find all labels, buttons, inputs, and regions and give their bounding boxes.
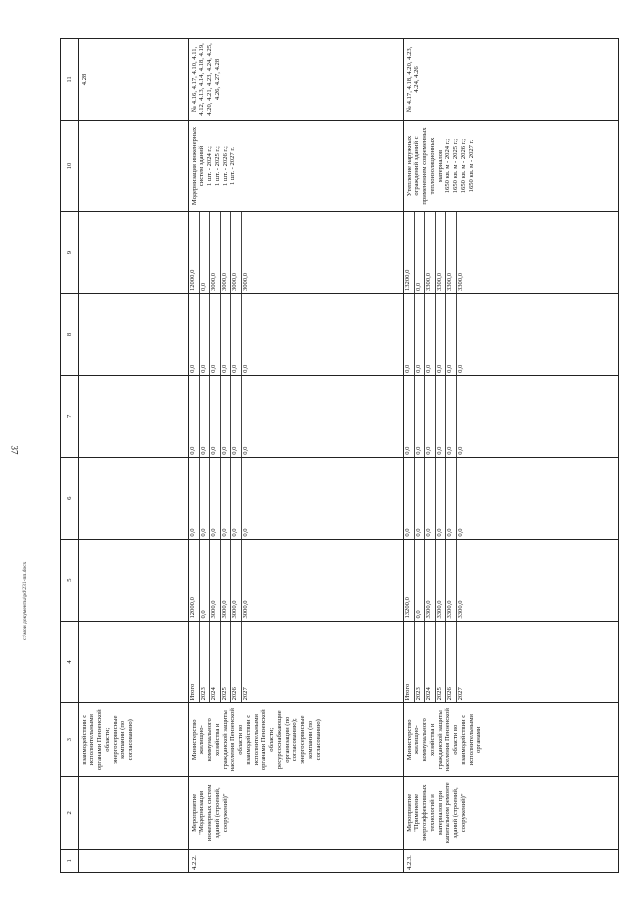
col-header-3: 3	[61, 703, 79, 777]
funding-extra: 13200,0 0,0 3300,0 3300,0 3300,0 3300,0	[404, 212, 619, 294]
col-header-6: 6	[61, 457, 79, 539]
expected-result: Модернизация инженерных систем зданий 1 шт. - 2024 г.; 1 шт. - 2025 г.; 1 шт. - 2026 г.; 1 шт. - 2027 г.	[189, 120, 404, 211]
table-row-4-2-3	[404, 39, 619, 873]
measure-name: Мероприятие "Модернизация инженерных систем зданий (строений, сооружений)"	[189, 777, 404, 850]
col-header-11: 11	[61, 39, 79, 121]
col-header-4: 4	[61, 621, 79, 703]
row-number: 4.2.2.	[189, 849, 404, 872]
funding-extra: 12000,0 0,0 3000,0 3000,0 3000,0 3000,0	[189, 212, 404, 294]
funding-local: 0,0 0,0 0,0 0,0 0,0 0,0	[404, 294, 619, 376]
measure-name: Мероприятие "Применение энергоэффективных технологий и материалов при капитальном ремонте зданий (строений, сооружений)"	[404, 777, 619, 850]
funding-total: 13200,0 0,0 3300,0 3300,0 3300,0 3300,0	[404, 539, 619, 621]
executor: Министерство жилищно-коммунального хозяйства и гражданской защиты населения Пензенской области во взаимодействии с исполнительными органами Пензенской области; ресурсоснабжающие организации (по согласованию); энергосервисные компании (по согласованию)	[189, 703, 404, 777]
expected-result: Утепление наружных ограждений зданий с применением современных теплоизоляционных материалов 1650 кв. м - 2024 г.; 1650 кв. м - 2025 г.; 1650 кв. м - 2026 г.; 1650 кв. м - 2027 г.	[404, 120, 619, 211]
indicators: № 4.17, 4.18, 4.20, 4.23, 4.24, 4.26	[404, 39, 619, 121]
file-path-footer: c:\мои документы\pd\231-пп.docx	[22, 561, 28, 640]
col-header-9: 9	[61, 212, 79, 294]
rotated-table-frame	[60, 38, 615, 873]
years-list: Итого 2023 2024 2025 2026 2027	[404, 621, 619, 703]
col-header-10: 10	[61, 120, 79, 211]
funding-local: 0,0 0,0 0,0 0,0 0,0 0,0	[189, 294, 404, 376]
executor: Министерство жилищно-коммунального хозяйства и гражданской защиты населения Пензенской области во взаимодействии с исполнительными органами	[404, 703, 619, 777]
table-row	[79, 39, 189, 873]
col-header-1: 1	[61, 849, 79, 872]
row-number: 4.2.3.	[404, 849, 619, 872]
header-row	[61, 39, 79, 873]
funding-federal: 0,0 0,0 0,0 0,0 0,0 0,0	[189, 457, 404, 539]
indicators-cont: 4.28	[79, 39, 189, 121]
indicators: № 4.16, 4.17, 4.10, 4.11, 4.12, 4.13, 4.14, 4.18, 4.19, 4.20, 4.21, 4.23, 4.24, 4.25, 4.26, 4.27, 4.28	[189, 39, 404, 121]
executor-cont: взаимодействии с исполнительными органами Пензенской области; энергосервисные компании (по согласованию)	[79, 703, 189, 777]
funding-regional: 0,0 0,0 0,0 0,0 0,0 0,0	[404, 375, 619, 457]
page-number: 37	[9, 445, 20, 455]
funding-total: 12000,0 0,0 3000,0 3000,0 3000,0 3000,0	[189, 539, 404, 621]
program-table	[60, 38, 619, 873]
col-header-5: 5	[61, 539, 79, 621]
funding-federal: 0,0 0,0 0,0 0,0 0,0 0,0	[404, 457, 619, 539]
col-header-8: 8	[61, 294, 79, 376]
col-header-7: 7	[61, 375, 79, 457]
funding-regional: 0,0 0,0 0,0 0,0 0,0 0,0	[189, 375, 404, 457]
years-list: Итого 2023 2024 2025 2026 2027	[189, 621, 404, 703]
col-header-2: 2	[61, 777, 79, 850]
table-row-4-2-2	[189, 39, 404, 873]
